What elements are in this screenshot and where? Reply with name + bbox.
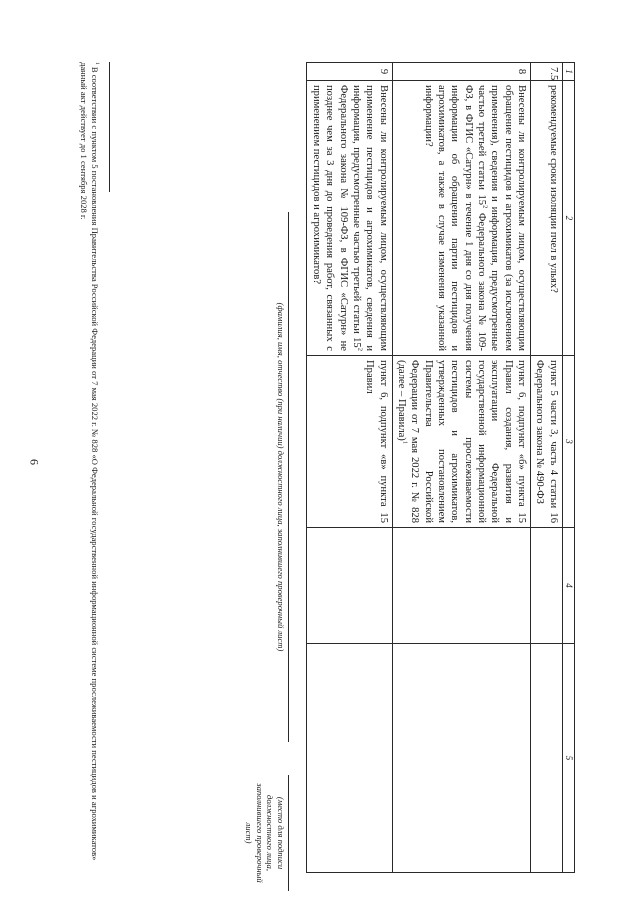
footnote: $^1$ В соответствии с пунктом 5 постановления Правительства Российской Федерации от 7 мая 2022 г. № 828 «О Федеральной государственной информационной системе прослеживаемости пестицидов и агрохимикатов» данный акт действует до 1 сентября 2028 г. xyxy=(78,62,100,861)
rotated-page-content xyxy=(0,62,605,922)
note-cell xyxy=(530,644,562,873)
page-number: 6 xyxy=(27,459,42,465)
question-cell: рекомендуемые сроки изоляции пчел в ульях? xyxy=(530,81,562,356)
name-caption: (фамилия, имя, отчество (при наличии) должностного лица, заполнившего проверочный лист) xyxy=(276,302,286,652)
table-row xyxy=(392,63,530,873)
header-cell: 1 xyxy=(562,63,574,81)
answer-cell xyxy=(307,528,392,644)
row-number: 8 xyxy=(392,63,530,81)
answer-cell xyxy=(530,528,562,644)
note-cell xyxy=(307,644,392,873)
signature-line xyxy=(288,775,289,891)
name-signature-line xyxy=(288,212,289,742)
header-cell: 2 xyxy=(562,81,574,356)
question-cell: Внесены ли контролируемым лицом, осуществляющим применение пестицидов и агрохимикатов, сведения и информация, предусмотренные частью третьей статьи $15^2$ Федерального закона № 109-ФЗ, в ФГИС «Сатурн» не позднее чем за 3 дня до проведения работ, связанных с применением пестицидов и агрохимикатов? xyxy=(307,81,392,356)
row-number: 7.5 xyxy=(530,63,562,81)
requisites-cell: пункт 5 части 3, часть 4 статьи 16 Федерального закона № 490-ФЗ xyxy=(530,356,562,528)
table-header-row xyxy=(562,63,574,873)
question-cell: Внесены ли контролируемым лицом, осуществляющим обращение пестицидов и агрохимикатов (за исключением применения), сведения и информация, предусмотренные частью третьей статьи $15^2$ Федерального закона № 109-ФЗ, в ФГИС «Сатурн» в течение 1 дня со дня получения информации об обращении партии пестицидов и агрохимикатов, а также в случае изменения указанной информации? xyxy=(392,81,530,356)
table-row xyxy=(530,63,562,873)
requisites-cell: пункт 6, подпункт «б» пункта 15 Правил создания, развития и эксплуатации Федеральной государственной информационной системы прослеживаемости пестицидов и агрохимикатов, утвержденных постановлением Правительства Российской Федерации от 7 мая 2022 г. № 828 (далее – Правила)$^1$ xyxy=(392,356,530,528)
requisites-cell: пункт 6, подпункт «в» пункта 15 Правил xyxy=(307,356,392,528)
row-number: 9 xyxy=(307,63,392,81)
note-cell xyxy=(392,644,530,873)
answer-cell xyxy=(392,528,530,644)
header-cell: 4 xyxy=(562,528,574,644)
checklist-table xyxy=(306,62,575,873)
signature-caption: (место для подписи должностного лица, заполнившего проверочный лист) xyxy=(243,783,286,883)
footnote-separator xyxy=(109,62,110,192)
header-cell: 3 xyxy=(562,356,574,528)
table-row xyxy=(307,63,392,873)
header-cell: 5 xyxy=(562,644,574,873)
